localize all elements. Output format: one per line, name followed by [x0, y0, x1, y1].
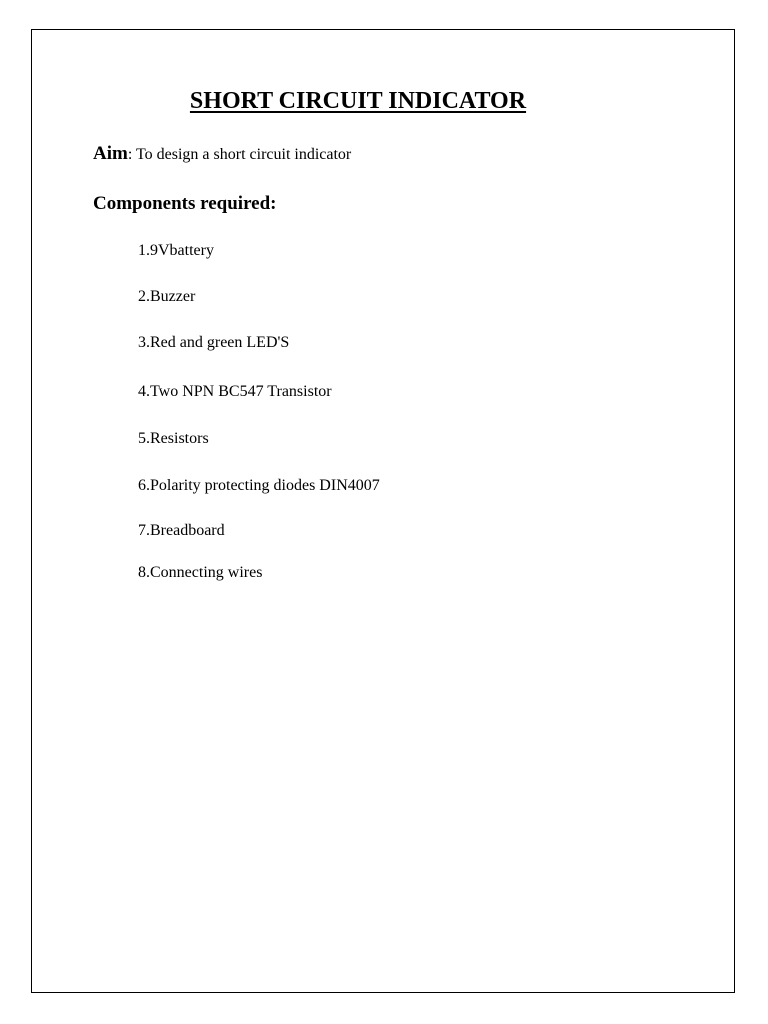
page-title: SHORT CIRCUIT INDICATOR	[189, 88, 527, 114]
component-item: 6.Polarity protecting diodes DIN4007	[138, 477, 380, 494]
component-item: 8.Connecting wires	[138, 564, 263, 581]
component-item: 4.Two NPN BC547 Transistor	[138, 383, 332, 400]
component-item: 2.Buzzer	[138, 288, 196, 305]
page-border	[31, 29, 735, 993]
components-heading: Components required:	[93, 193, 277, 214]
component-item: 7.Breadboard	[138, 522, 225, 539]
component-item: 3.Red and green LED'S	[138, 334, 290, 351]
aim-line	[93, 142, 351, 167]
component-item: 1.9Vbattery	[138, 242, 214, 259]
component-item: 5.Resistors	[138, 430, 209, 447]
aim-label: Aim	[93, 143, 128, 164]
aim-text: : To design a short circuit indicator	[127, 146, 352, 163]
